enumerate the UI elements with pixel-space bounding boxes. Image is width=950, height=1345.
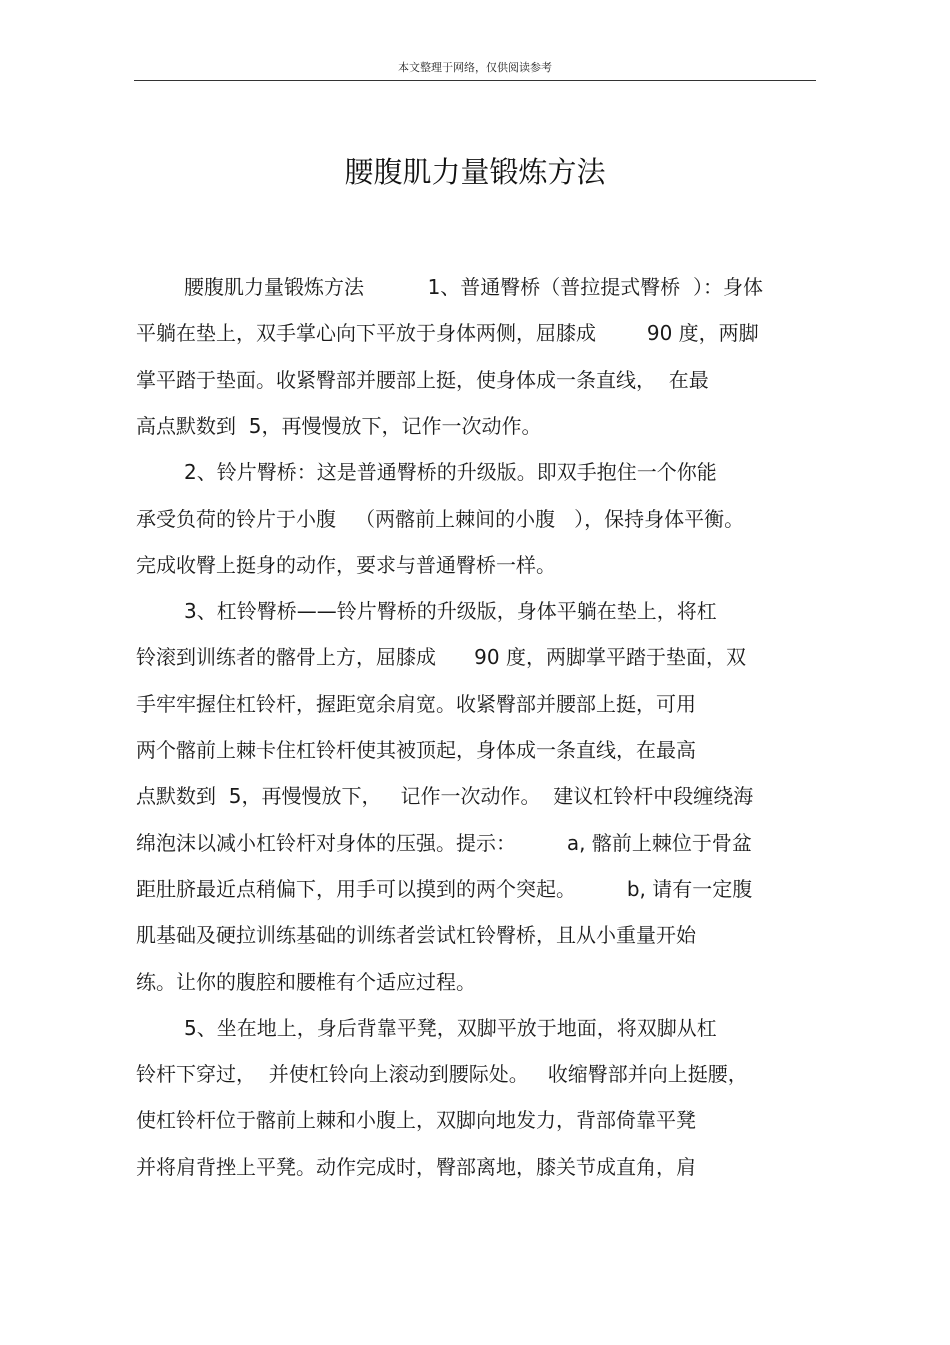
body-line: 肌基础及硬拉训练基础的训练者尝试杠铃臀桥，且从小重量开始 xyxy=(136,923,696,947)
body-line: 手牢牢握住杠铃杆，握距宽余肩宽。收紧臀部并腰部上挺，可用 xyxy=(136,692,696,716)
body-line: 使杠铃杆位于髂前上棘和小腹上，双脚向地发力，背部倚靠平凳 xyxy=(136,1108,696,1132)
body-line: 掌平踏于垫面。收紧臀部并腰部上挺，使身体成一条直线， 在最 xyxy=(136,368,709,392)
header-note: 本文整理于网络，仅供阅读参考 xyxy=(398,61,552,74)
body-line: 并将肩背挫上平凳。动作完成时，臀部离地，膝关节成直角，肩 xyxy=(136,1155,696,1179)
body-line: 平躺在垫上，双手掌心向下平放于身体两侧，屈膝成 90 度，两脚 xyxy=(136,321,759,345)
header-divider xyxy=(134,80,816,81)
body-line: 3、杠铃臀桥——铃片臀桥的升级版，身体平躺在垫上，将杠 xyxy=(184,599,717,623)
body-line: 高点默数到 5，再慢慢放下，记作一次动作。 xyxy=(136,414,542,438)
body-line: 铃杆下穿过， 并使杠铃向上滚动到腰际处。 收缩臀部并向上挺腰， xyxy=(136,1062,748,1086)
body-line: 绵泡沫以减小杠铃杆对身体的压强。提示： a, 髂前上棘位于骨盆 xyxy=(136,831,752,855)
body-line: 腰腹肌力量锻炼方法 1、普通臀桥（普拉提式臀桥 ）：身体 xyxy=(184,275,764,299)
body-line: 2、铃片臀桥：这是普通臀桥的升级版。即双手抱住一个你能 xyxy=(184,460,717,484)
body-line: 承受负荷的铃片于小腹 （两髂前上棘间的小腹 ），保持身体平衡。 xyxy=(136,507,745,531)
body-line: 练。让你的腹腔和腰椎有个适应过程。 xyxy=(136,970,476,994)
body-line: 距肚脐最近点稍偏下，用手可以摸到的两个突起。 b, 请有一定腹 xyxy=(136,877,753,901)
document-title: 腰腹肌力量锻炼方法 xyxy=(344,155,606,189)
body-line: 完成收臀上挺身的动作，要求与普通臀桥一样。 xyxy=(136,553,556,577)
body-line: 5、坐在地上，身后背靠平凳，双脚平放于地面，将双脚从杠 xyxy=(184,1016,717,1040)
body-line: 点默数到 5，再慢慢放下， 记作一次动作。 建议杠铃杆中段缠绕海 xyxy=(136,784,754,808)
body-line: 两个髂前上棘卡住杠铃杆使其被顶起，身体成一条直线，在最高 xyxy=(136,738,696,762)
body-line: 铃滚到训练者的髂骨上方，屈膝成 90 度，两脚掌平踏于垫面，双 xyxy=(136,645,746,669)
